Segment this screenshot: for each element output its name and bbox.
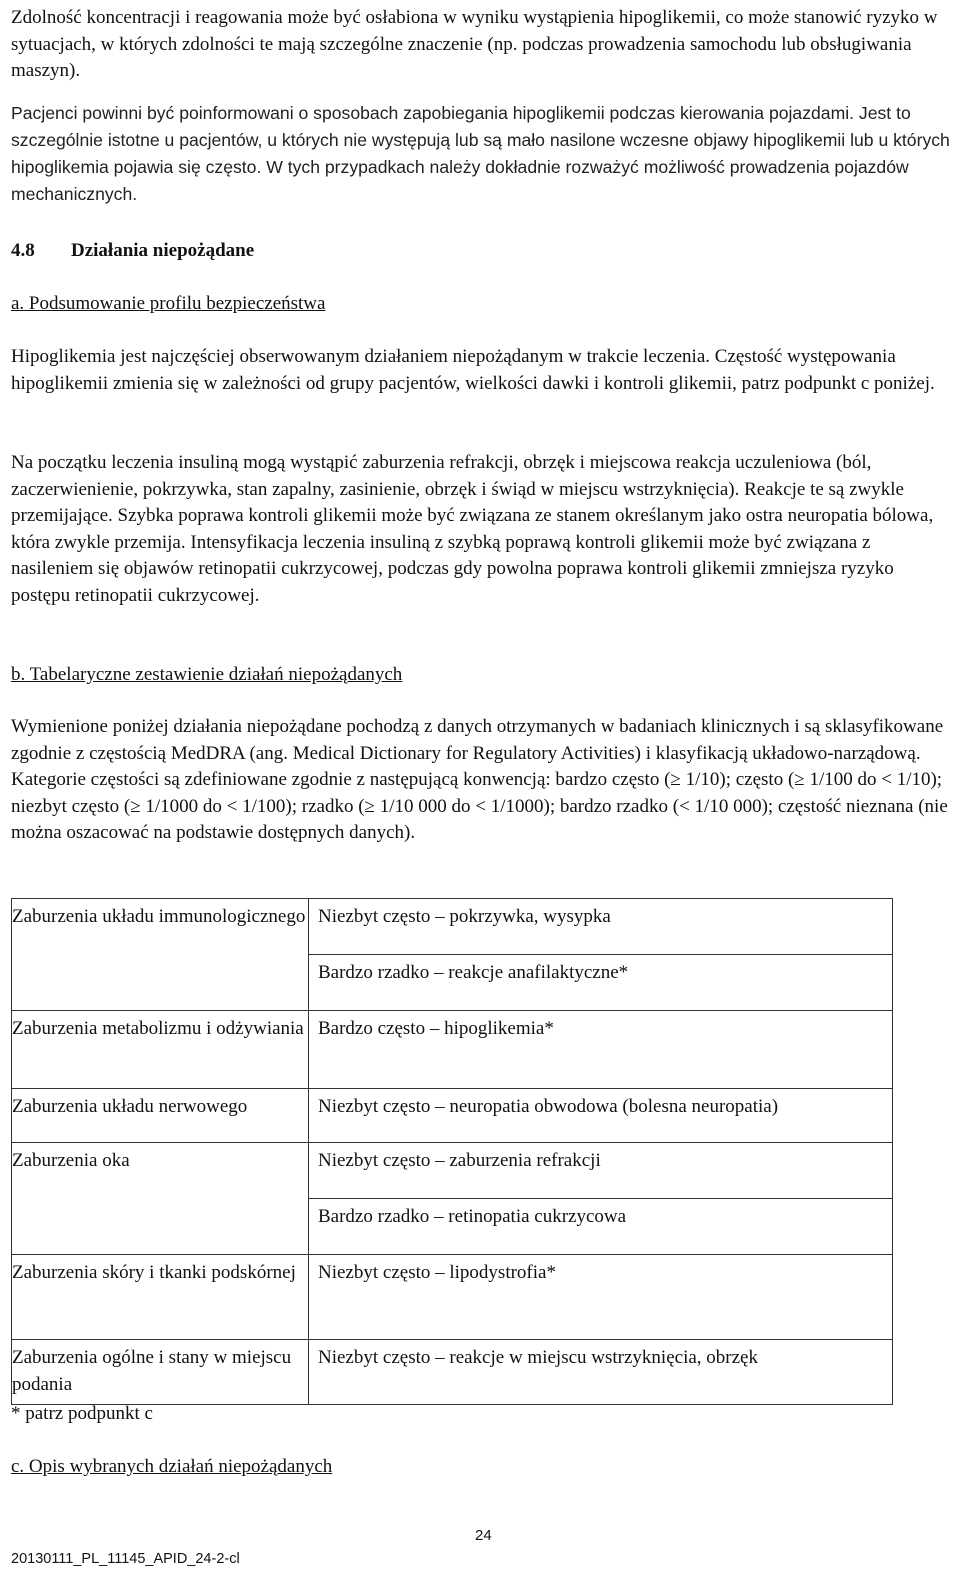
soc-cell: Zaburzenia układu immunologicznego bbox=[12, 899, 309, 1011]
soc-cell: Zaburzenia ogólne i stany w miejscu podania bbox=[12, 1340, 309, 1405]
subsection-c-title: c. Opis wybranych działań niepożądanych bbox=[11, 1456, 333, 1477]
table-footnote: * patrz podpunkt c bbox=[11, 1403, 153, 1424]
paragraph-initial-treatment: Na początku leczenia insuliną mogą wystąpić zaburzenia refrakcji, obrzęk i miejscowa reakcja uczuleniowa (ból, zaczerwienienie, pokrzywka, stan zapalny, zasinienie, obrzęk i świąd w miejscu wstrzyknięcia). Reakcje te są zwykle przemijające. Szybka poprawa kontroli glikemii może być związana ze stanem określanym jako ostra neuropatia bólowa, która zwykle przemija. Intensyfikacja leczenia insuliną z szybką poprawą kontroli glikemii może być związana z nasileniem się objawów retinopatii cukrzycowej, podczas gdy powolna poprawa kontroli glikemii zmniejsza ryzyko postępu retinopatii cukrzycowej. bbox=[11, 452, 934, 606]
subsection-b-title: b. Tabelaryczne zestawienie działań niepożądanych bbox=[11, 664, 403, 685]
paragraph-hypoglycemia: Hipoglikemia jest najczęściej obserwowanym działaniem niepożądanym w trakcie leczenia. Częstość występowania hipoglikemii zmienia się w zależności od grupy pacjentów, wielkości dawki i kontroli glikemii, patrz podpunkt c poniżej. bbox=[11, 346, 935, 394]
table-row bbox=[12, 1340, 893, 1405]
frequency-cell: Niezbyt często – lipodystrofia* bbox=[309, 1255, 893, 1340]
frequency-cell: Bardzo często – hipoglikemia* bbox=[309, 1011, 893, 1089]
paragraph-driving: Pacjenci powinni być poinformowani o sposobach zapobiegania hipoglikemii podczas kierowania pojazdami. Jest to szczególnie istotne u pacjentów, u których nie występują lub są mało nasilone wczesne objawy hipoglikemii lub u których hipoglikemia pojawia się często. W tych przypadkach należy dokładnie rozważyć możliwość prowadzenia pojazdów mechanicznych. bbox=[11, 103, 950, 204]
page-number: 24 bbox=[475, 1527, 492, 1544]
paragraph-concentration: Zdolność koncentracji i reagowania może być osłabiona w wyniku wystąpienia hipoglikemii, co może stanowić ryzyko w sytuacjach, w których zdolności te mają szczególne znaczenie (np. podczas prowadzenia samochodu lub obsługiwania maszyn). bbox=[11, 7, 938, 81]
document-id: 20130111_PL_11145_APID_24-2-cl bbox=[11, 1551, 240, 1567]
table-row bbox=[12, 1143, 893, 1199]
paragraph-frequency-definitions: Wymienione poniżej działania niepożądane pochodzą z danych otrzymanych w badaniach klinicznych i są sklasyfikowane zgodnie z częstością MedDRA (ang. Medical Dictionary for Regulatory Activities) i klasyfikacją układowo-narządową. Kategorie częstości są zdefiniowane zgodnie z następującą konwencją: bardzo często (≥ 1/10); często (≥ 1/100 do < 1/10); niezbyt często (≥ 1/1000 do < 1/100); rzadko (≥ 1/10 000 do < 1/1000); bardzo rzadko (< 1/10 000); częstość nieznana (nie można oszacować na podstawie dostępnych danych). bbox=[11, 716, 948, 843]
soc-cell: Zaburzenia metabolizmu i odżywiania bbox=[12, 1011, 309, 1089]
table-row bbox=[12, 1011, 893, 1089]
frequency-cell: Niezbyt często – zaburzenia refrakcji bbox=[309, 1143, 893, 1199]
subsection-a-title: a. Podsumowanie profilu bezpieczeństwa bbox=[11, 293, 326, 314]
table-row bbox=[12, 1089, 893, 1143]
soc-cell: Zaburzenia skóry i tkanki podskórnej bbox=[12, 1255, 309, 1340]
frequency-cell: Bardzo rzadko – retinopatia cukrzycowa bbox=[309, 1199, 893, 1255]
soc-cell: Zaburzenia oka bbox=[12, 1143, 309, 1255]
frequency-cell: Bardzo rzadko – reakcje anafilaktyczne* bbox=[309, 955, 893, 1011]
soc-cell: Zaburzenia układu nerwowego bbox=[12, 1089, 309, 1143]
section-number: 4.8 bbox=[11, 240, 35, 261]
frequency-cell: Niezbyt często – reakcje w miejscu wstrzyknięcia, obrzęk bbox=[309, 1340, 893, 1405]
section-title: Działania niepożądane bbox=[71, 240, 255, 261]
table-row bbox=[12, 899, 893, 955]
adverse-reactions-table bbox=[11, 898, 893, 1405]
table-row bbox=[12, 1255, 893, 1340]
frequency-cell: Niezbyt często – neuropatia obwodowa (bolesna neuropatia) bbox=[309, 1089, 893, 1143]
section-heading bbox=[11, 238, 254, 265]
frequency-cell: Niezbyt często – pokrzywka, wysypka bbox=[309, 899, 893, 955]
